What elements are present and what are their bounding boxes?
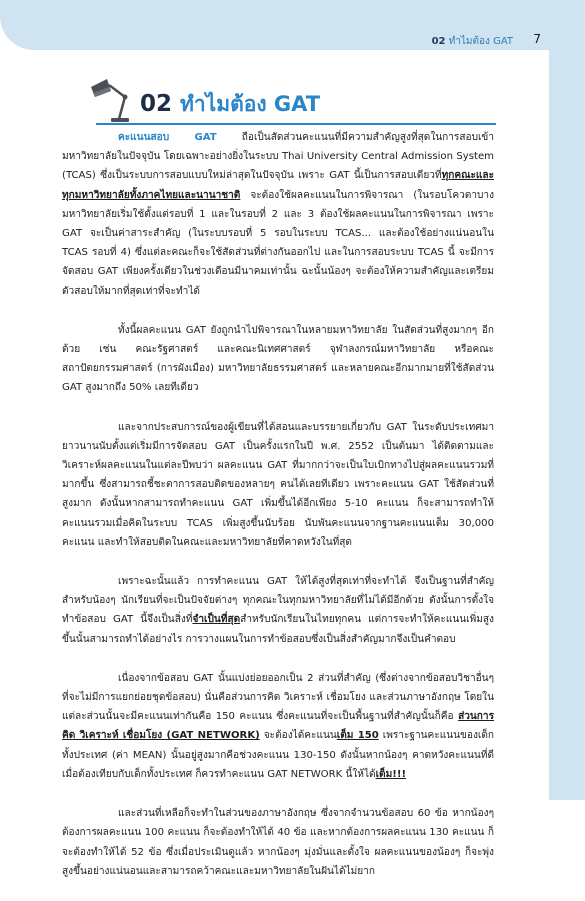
paragraph-6: และส่วนที่เหลือก็จะทำในส่วนของภาษาอังกฤษ ซึ่งจากจำนวนข้อสอบ 60 ข้อ หากน้องๆ ต้องการผลคะแนน 100 คะแนน ก็จะต้องทำให้ได้ 40 ข้อ และหากต้องการผลคะแนน 130 คะแนน ก็จะต้องทำให้ได้ 52 ข้อ ซึ่งเมื่อประเมินดูแล้ว หากน้องๆ มุ่งมั่นและตั้งใจ ผลคะแนนของน้องๆ ก็จะพุ่งสูงขึ้นอย่างแน่นอนและสามารถคว้าคณะและมหาวิทยาลัยในฝันได้ไม่ยาก xyxy=(62,808,494,877)
running-head-title: ทำไมต้อง GAT xyxy=(448,36,513,47)
paragraph-3: และจากประสบการณ์ของผู้เขียนที่ได้สอนและบรรยายเกี่ยวกับ GAT ในระดับประเทศมายาวนานนับตั้งแต่เริ่มมีการจัดสอบ GAT เป็นครั้งแรกในปี พ.ศ. 2552 เป็นต้นมา ได้ติดตามและวิเคราะห์ผลคะแนนในแต่ละปีพบว่า ผลคะแนน GAT ที่มากกว่าจะเป็นใบเบิกทางไปสู่ผลคะแนนรวมที่มากขึ้น ซึ่งสามารถชี้ชะตาการสอบติดของหลายๆ คนได้เลยทีเดียว เพราะคะแนน GAT ใช้สัดส่วนที่สูงมาก ดังนั้นหากสามารถทำคะแนน GAT เพิ่มขึ้นได้อีกเพียง 5-10 คะแนน ก็จะสามารถทำให้คะแนนรวมเมื่อคิดในระบบ TCAS เพิ่มสูงขึ้นนับร้อย นับพันคะแนนจากฐานคะแนนเต็ม 30,000 คะแนน และทำให้สอบติดในคณะและมหาวิทยาลัยที่คาดหวังในที่สุด xyxy=(62,421,494,548)
chapter-title xyxy=(140,88,320,121)
chapter-number: 02 xyxy=(140,91,173,117)
lead-phrase: คะแนนสอบ GAT xyxy=(118,132,217,143)
right-margin-strip xyxy=(549,50,585,800)
paragraph-2: ทั้งนี้ผลคะแนน GAT ยังถูกนำไปพิจารณาในหลายมหาวิทยาลัย ในสัดส่วนที่สูงมากๆ อีกด้วย เช่น คณะรัฐศาสตร์ และคณะนิเทศศาสตร์ จุฬาลงกรณ์มหาวิทยาลัย หรือคณะสถาปัตยกรรมศาสตร์ (การผังเมือง) มหาวิทยาลัยธรรมศาสตร์ และหลายคณะอีกมากมายที่ใช้สัดส่วน GAT สูงมากถึง 50% เลยทีเดียว xyxy=(62,324,494,394)
emphasis-all-faculties: ทุกคณะและทุกมหาวิทยาลัยทั้งภาคไทยและนานาชาติ xyxy=(62,170,494,201)
paragraph-4 xyxy=(62,572,494,649)
paragraph-5-text-a: เนื่องจากข้อสอบ GAT นั้นแบ่งย่อยออกเป็น 2 ส่วนที่สำคัญ (ซึ่งต่างจากข้อสอบวิชาอื่นๆ ที่จะไม่มีการแยกย่อยชุดข้อสอบ) นั่นคือส่วนการคิด วิเคราะห์ เชื่อมโยง และส่วนภาษาอังกฤษ โดยในแต่ละส่วนนั้นจะมีคะแนนเท่ากันคือ 150 คะแนน ซึ่งคะแนนที่จะเป็นพื้นฐานที่สำคัญนั้นก็คือ xyxy=(62,672,494,723)
paragraph-1-text-c: จะต้องใช้ผลคะแนนในการพิจารณา (ในรอบโควตาบางมหาวิทยาลัยเริ่มใช้ตั้งแต่รอบที่ 1 และในรอบที่ 2 และ 3 ต้องใช้ผลคะแนนในการพิจารณา เพราะ GAT จะเป็นค่าสาระสำคัญ (ในระบบรอบที่ 5 รอบในระบบ TCAS... และต้องใช้อย่างแน่นอนใน TCAS รอบที่ 4) ซึ่งแต่ละคณะก็จะใช้สัดส่วนที่ต่างกันออกไป และในการสอบระบบ TCAS นี้ จะมีการจัดสอบ GAT เพียงครั้งเดียวในช่วงเดือนมีนาคมเท่านั้น ฉะนั้นน้องๆ จะต้องให้ความสำคัญและเตรียมตัวสอบให้มากที่สุดเท่าที่จะทำได้ xyxy=(62,189,494,297)
desk-lamp-icon xyxy=(85,73,137,125)
chapter-heading: ทำไมต้อง GAT xyxy=(180,92,321,116)
emphasis-most-necessary: จำเป็นที่สุด xyxy=(192,614,241,626)
paragraph-5-text-c: จะต้องได้คะแนน xyxy=(259,730,337,742)
title-underline xyxy=(96,123,496,125)
paragraph-5-text-e: เพราะฐานคะแนนของเด็กทั้งประเทศ (ค่า MEAN) นั้นอยู่สูงมากคือช่วงคะแนน 130-150 ดังนั้นหากน้องๆ คาดหวังคะแนนที่ดีเมื่อต้องเทียบกับเด็กทั้งประเทศ ก็ควรทำคะแนน GAT NETWORK นี้ให้ได้ xyxy=(62,730,495,780)
article-body xyxy=(62,128,494,901)
page-number: 7 xyxy=(533,32,541,46)
running-head-chapter: 02 xyxy=(431,36,446,47)
paragraph-4-text-a: เพราะฉะนั้นแล้ว การทำคะแนน GAT ให้ได้สูงที่สุดเท่าที่จะทำได้ จึงเป็นฐานที่สำคัญสำหรับน้องๆ นักเรียนที่จะเป็นปัจจัยต่างๆ ทุกคณะในทุกมหาวิทยาลัยที่ไม่ได้มีอีกด้วย ดังนั้นการตั้งใจทำข้อสอบ GAT นี้จึงเป็นสิ่งที่ xyxy=(62,576,494,626)
running-head xyxy=(432,34,513,49)
paragraph-1 xyxy=(62,128,494,301)
emphasis-gat-network: ส่วนการคิด วิเคราะห์ เชื่อมโยง (GAT NETWORK) xyxy=(62,711,494,742)
emphasis-full: เต็ม!!! xyxy=(375,768,407,780)
paragraph-1-text-a: ถือเป็นสัดส่วนคะแนนที่มีความสำคัญสูงที่สุดในการสอบเข้ามหาวิทยาลัยในปัจจุบัน โดยเฉพาะอย่างยิ่งในระบบ Thai University Central Admission System (TCAS) ซึ่งเป็นระบบการสอบแบบใหม่ล่าสุดในปัจจุบัน เพราะ GAT นี้เป็นการสอบเดียวที่ xyxy=(62,132,494,182)
emphasis-full-150: เต็ม 150 xyxy=(336,730,379,742)
paragraph-4-text-c: สำหรับนักเรียนในไทยทุกคน แต่การจะทำให้คะแนนเพิ่มสูงขึ้นนั้นสามารถทำได้อย่างไร การวางแผนในการทำข้อสอบซึ่งเป็นสิ่งสำคัญมากจึงเป็นคำตอบ xyxy=(62,614,494,645)
paragraph-5 xyxy=(62,669,494,784)
